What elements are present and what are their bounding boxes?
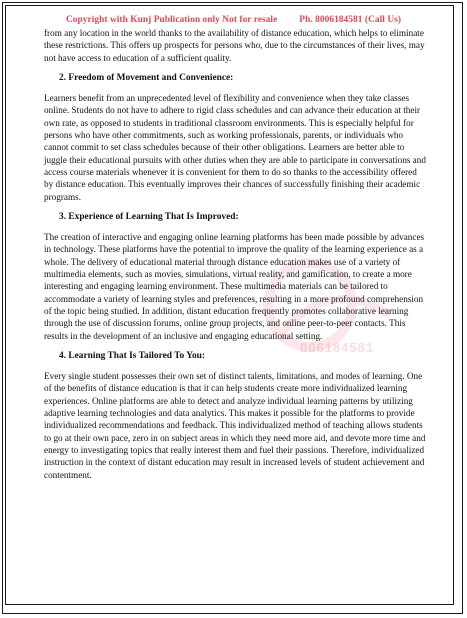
section-heading: 2. Freedom of Movement and Convenience: bbox=[59, 72, 234, 83]
document-body bbox=[44, 27, 428, 481]
watermark-phone: 006184581 bbox=[300, 340, 375, 355]
page-header bbox=[0, 15, 467, 25]
copyright-notice: Copyright with Kunj Publication only Not for resale bbox=[65, 15, 278, 25]
section-heading: 3. Experience of Learning That Is Improved: bbox=[59, 211, 239, 222]
section-paragraph: The creation of interactive and engaging online learning platforms has been made possible by advances in technology. These platforms have the potential to improve the quality of the learning experience as a whole. The delivery of educational material through distance education makes use of a variety of multimedia elements, such as movies, simulations, virtual reality, and gamification, to create a more interesting and engaging learning environment. These multimedia materials can be tailored to accommodate a variety of learning styles and preferences, resulting in a more profound comprehension of the topic being studied. In addition, distant education frequently promotes collaborative learning through the use of discussion forums, online group projects, and online peer-to-peer contacts. This results in the development of an inclusive and engaging educational setting. bbox=[44, 232, 425, 341]
phone-contact: Ph. 8006184581 (Call Us) bbox=[299, 15, 402, 25]
section-paragraph: Learners benefit from an unprecedented level of flexibility and convenience when they take classes online. Students do not have to adhere to rigid class schedules and can advance their education at their own rate, as opposed to students in traditional classroom environments. This is especially helpful for persons who have other commitments, such as working professionals, parents, or individuals who cannot commit to set class schedules because of their other obligations. Learners are better able to juggle their educational pursuits with other duties when they are able to participate in conversations and access course materials whenever it is convenient for them to do so thanks to the accessibility offered by distance education. This eventually improves their chances of successfully finishing their academic programs. bbox=[44, 93, 426, 202]
intro-paragraph: from any location in the world thanks to the availability of distance education, which helps to eliminate these restrictions. This offers up prospects for persons who, due to the circumstances of their lives, may not have access to education of a sufficient quality. bbox=[44, 28, 425, 63]
section-paragraph: Every single student possesses their own set of distinct talents, limitations, and modes of learning. One of the benefits of distance education is that it can help students create more individualized learning experiences. Online platforms are able to detect and analyze individual learning patterns by utilizing adaptive learning technologies and data analytics. This makes it possible for the platforms to provide individualized recommendations and feedback. This individualized method of teaching allows students to go at their own pace, zero in on subject areas in which they need more aid, and devote more time and energy to investigating topics that really interest them and fuel their passions. Therefore, individualized instruction in the context of distant education may result in increased levels of student achievement and contentment. bbox=[44, 371, 426, 480]
section-heading: 4. Learning That Is Tailored To You: bbox=[59, 350, 205, 361]
